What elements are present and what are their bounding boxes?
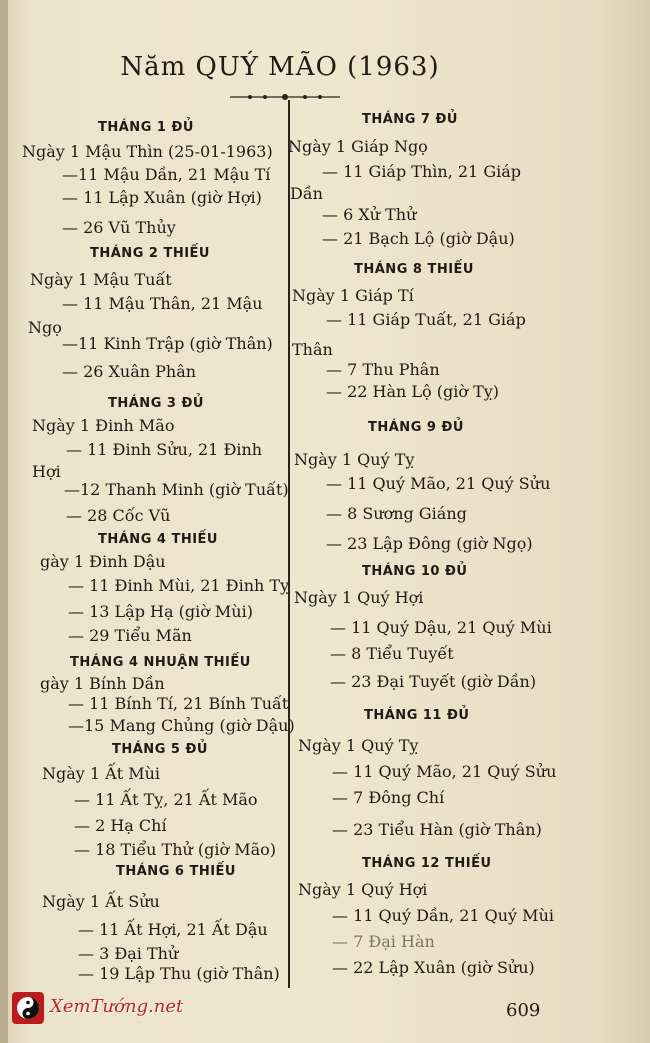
entry-line: Ngày 1 Giáp Ngọ [288,137,428,156]
month-heading: THÁNG 4 NHUẬN THIẾU [70,655,251,670]
entry-line: — 11 Bính Tí, 21 Bính Tuất [68,694,289,713]
page-number: 609 [506,1000,541,1021]
page-title: Năm QUÝ MÃO (1963) [120,52,440,82]
month-heading: THÁNG 12 THIẾU [362,856,492,871]
entry-line: — 23 Lập Đông (giờ Ngọ) [326,534,533,553]
entry-line: — 11 Đinh Mùi, 21 Đinh Tỵ [68,576,290,595]
month-heading: THÁNG 4 THIẾU [98,532,218,547]
entry-line: — 22 Lập Xuân (giờ Sửu) [332,958,535,977]
entry-line: Ngày 1 Quý Tỵ [294,450,415,469]
entry-line: — 23 Tiểu Hàn (giờ Thân) [332,820,542,839]
entry-line: Ngày 1 Mậu Tuất [30,270,172,289]
entry-line: Ngọ [28,318,62,337]
watermark-text: XemTướng.net [50,996,184,1017]
entry-line: — 11 Quý Mão, 21 Quý Sửu [326,474,551,493]
entry-line: — 21 Bạch Lộ (giờ Dậu) [322,229,515,248]
entry-line: — 29 Tiểu Mãn [68,626,192,645]
entry-line: — 8 Sương Giáng [326,504,467,523]
entry-line: Ngày 1 Quý Hợi [294,588,424,607]
entry-line: — 2 Hạ Chí [74,816,167,835]
entry-line: — 7 Đông Chí [332,788,445,807]
entry-line: Thân [292,340,333,359]
book-spine [0,0,8,1043]
entry-line: — 11 Giáp Tuất, 21 Giáp [326,310,526,329]
site-watermark [12,992,192,1028]
entry-line: — 7 Đại Hàn [332,932,435,951]
month-heading: THÁNG 7 ĐỦ [362,112,458,127]
entry-line: — 11 Lập Xuân (giờ Hợi) [62,188,262,207]
entry-line: — 28 Cốc Vũ [66,506,171,525]
entry-line: — 11 Ất Hợi, 21 Ất Dậu [78,920,268,939]
entry-line: Dần [290,184,323,203]
entry-line: — 11 Quý Dậu, 21 Quý Mùi [330,618,552,637]
entry-line: — 11 Mậu Thân, 21 Mậu [62,294,263,313]
entry-line: — 11 Đinh Sửu, 21 Đinh [66,440,263,459]
month-heading: THÁNG 11 ĐỦ [364,708,470,723]
month-heading: THÁNG 6 THIẾU [116,864,236,879]
month-heading: THÁNG 10 ĐỦ [362,564,468,579]
entry-line: Hợi [32,462,61,481]
entry-line: — 11 Quý Mão, 21 Quý Sửu [332,762,557,781]
yin-yang-icon [12,992,44,1024]
entry-line: Ngày 1 Giáp Tí [292,286,414,305]
entry-line: Ngày 1 Quý Tỵ [298,736,419,755]
entry-line: — 13 Lập Hạ (giờ Mùi) [68,602,253,621]
entry-line: — 3 Đại Thử [78,944,179,963]
entry-line: — 11 Giáp Thìn, 21 Giáp [322,162,521,181]
entry-line: —11 Mậu Dần, 21 Mậu Tí [62,165,271,184]
month-heading: THÁNG 5 ĐỦ [112,742,208,757]
entry-line: — 7 Thu Phân [326,360,440,379]
column-divider [288,100,290,988]
entry-line: gày 1 Bính Dần [40,674,165,693]
entry-line: — 18 Tiểu Thử (giờ Mão) [74,840,277,859]
entry-line: — 26 Vũ Thủy [62,218,176,237]
entry-line: — 26 Xuân Phân [62,362,197,381]
entry-line: Ngày 1 Đinh Mão [32,416,175,435]
entry-line: Ngày 1 Ất Mùi [42,764,161,783]
entry-line: Ngày 1 Ất Sửu [42,892,160,911]
entry-line: Ngày 1 Quý Hợi [298,880,428,899]
entry-line: —11 Kinh Trập (giờ Thân) [62,334,273,353]
entry-line: — 19 Lập Thu (giờ Thân) [78,964,280,983]
entry-line: gày 1 Đinh Dậu [40,552,166,571]
month-heading: THÁNG 9 ĐỦ [368,420,464,435]
month-heading: THÁNG 8 THIẾU [354,262,474,277]
entry-line: —12 Thanh Minh (giờ Tuất) [64,480,289,499]
title-ornament-icon [230,92,340,102]
entry-line: — 11 Ất Tỵ, 21 Ất Mão [74,790,258,809]
entry-line: — 11 Quý Dần, 21 Quý Mùi [332,906,554,925]
entry-line: — 23 Đại Tuyết (giờ Dần) [330,672,537,691]
entry-line: Ngày 1 Mậu Thìn (25-01-1963) [22,142,273,161]
month-heading: THÁNG 1 ĐỦ [98,120,194,135]
month-heading: THÁNG 3 ĐỦ [108,396,204,411]
entry-line: — 8 Tiểu Tuyết [330,644,454,663]
entry-line: —15 Mang Chủng (giờ Dậu) [68,716,295,735]
entry-line: — 22 Hàn Lộ (giờ Tỵ) [326,382,500,401]
entry-line: — 6 Xử Thử [322,205,417,224]
month-heading: THÁNG 2 THIẾU [90,246,210,261]
